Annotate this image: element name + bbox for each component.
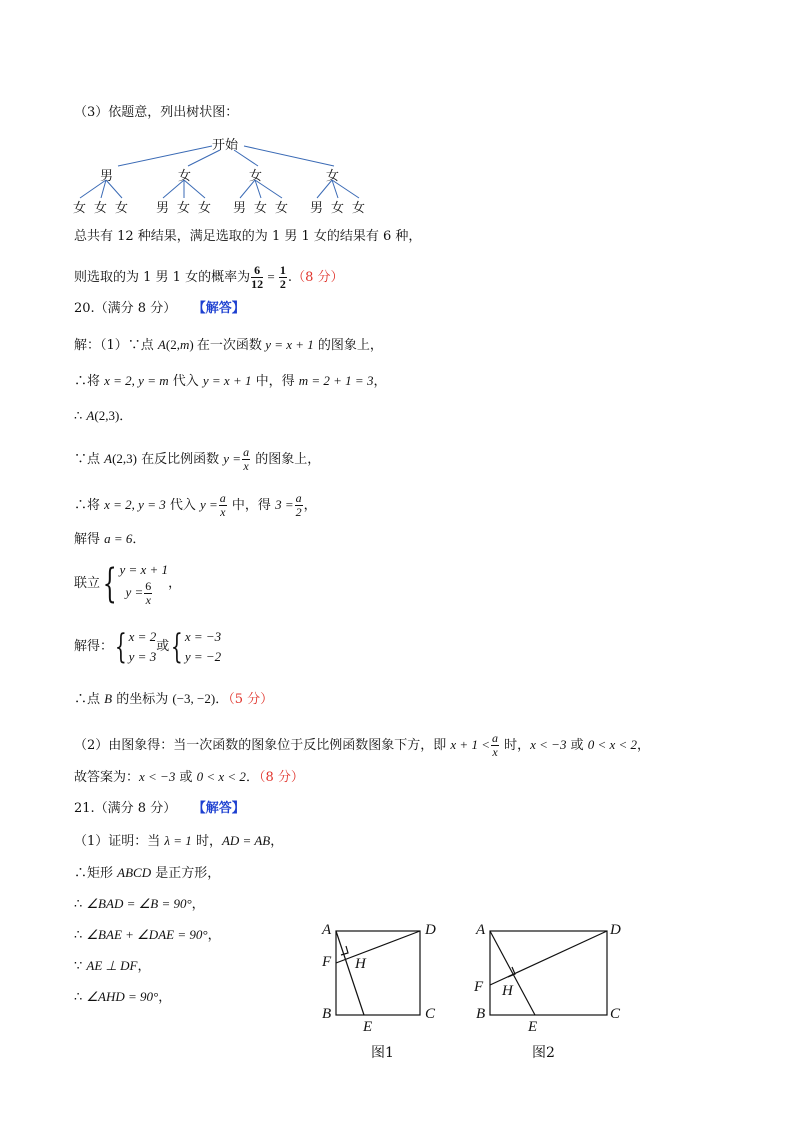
q20-line8-solution: 解得：{ x = 2 y = 3 或{ x = −3 y = −2 [74, 626, 222, 667]
q21-line3: ∴ ∠BAD = ∠B = 90°， [74, 896, 205, 912]
q21-heading: 21.（满分 8 分） 【解答】 [74, 801, 245, 816]
tree-l1-node: 女 [326, 169, 340, 184]
fig1-label-b: B [322, 1006, 332, 1022]
tree-l2-node: 女 [275, 201, 289, 216]
fig2-rectangle [490, 931, 607, 1015]
score: （8 分） [258, 770, 304, 785]
fig2-label-b: B [476, 1006, 486, 1022]
part3-probability: 则选取的为 1 男 1 女的概率为 $\frac{6}{12}$ = $\frac{1}{2}$ .（8 分） [74, 263, 344, 291]
solution-1: x = 2 y = 3 [128, 628, 157, 664]
q20-line1: 解：（1）∵点 A(2,m) 在一次函数 y = x + 1 的图象上， [74, 337, 383, 353]
q21-line4: ∴ ∠BAE + ∠DAE = 90°， [74, 927, 221, 943]
fig1-square [336, 931, 420, 1015]
tree-l2-node: 女 [331, 201, 345, 216]
tree-l2-node: 女 [115, 201, 129, 216]
fraction: $\frac{a}{2}$ [295, 491, 302, 519]
fig2-label-h: H [502, 983, 513, 999]
tree-root: 开始 [212, 138, 239, 153]
fig1-label-a: A [322, 922, 332, 938]
fig1-label-c: C [425, 1006, 436, 1022]
q20-line9: ∴点 B 的坐标为 (−3, −2)．（5 分） [74, 691, 274, 707]
fig1-caption: 图1 [371, 1045, 394, 1061]
q21-line2: ∴矩形 ABCD 是正方形， [74, 865, 221, 881]
q21-line1: （1）证明：当 λ = 1 时，AD = AB， [74, 833, 284, 849]
answer-tag: 【解答】 [192, 801, 245, 816]
q20-line5: ∴将 x = 2, y = 3 代入 y = $\frac{a}{x}$ 中，得 3 = $\frac{a}{2}$ ， [74, 491, 317, 519]
brace: { [114, 626, 127, 667]
fig2-label-a: A [476, 922, 486, 938]
tree-l2-node: 男 [310, 201, 324, 216]
fig1-label-e: E [363, 1019, 373, 1035]
tree-l2-node: 男 [156, 201, 170, 216]
q20-line10: （2）由图象得：当一次函数的图象位于反比例函数图象下方，即 x + 1 < $\frac{a}{x}$ 时，x < −3 或 0 < x < 2， [74, 731, 651, 759]
brace: { [102, 560, 117, 607]
fig2-label-f: F [474, 979, 484, 995]
tree-l2-node: 男 [233, 201, 247, 216]
fig2-segment-fd [490, 931, 607, 985]
fig2-segment-ae [490, 931, 535, 1015]
q20-line4: ∵点 A(2,3) 在反比例函数 y = $\frac{a}{x}$ 的图象上， [74, 445, 321, 473]
fig2-label-e: E [528, 1019, 538, 1035]
tree-l1-node: 女 [178, 169, 192, 184]
tree-l2-node: 女 [254, 201, 268, 216]
tree-l2-node: 女 [94, 201, 108, 216]
tree-l1-node: 女 [249, 169, 263, 184]
fraction: $\frac{a}{x}$ [243, 445, 250, 473]
fraction: $\frac{a}{x}$ [491, 731, 498, 759]
tree-l2-node: 女 [198, 201, 212, 216]
part3-total: 总共有 12 种结果，满足选取的为 1 男 1 女的结果有 6 种， [74, 229, 422, 244]
solution-2: x = −3 y = −2 [184, 628, 222, 664]
q20-heading: 20.（满分 8 分） 【解答】 [74, 301, 245, 316]
fig1-label-h: H [355, 956, 366, 972]
q20-line7-system: 联立{ y = x + 1 y = $\frac{6}{x}$ ， [74, 560, 182, 607]
fig2-label-c: C [610, 1006, 621, 1022]
figure-1 [336, 931, 420, 1015]
fraction: $\frac{a}{x}$ [219, 491, 226, 519]
tree-l2-node: 女 [352, 201, 366, 216]
fig1-segment-fd [336, 931, 420, 963]
figure-2 [490, 931, 607, 1015]
score: （5 分） [228, 692, 274, 707]
q20-line3: ∴ A(2,3)． [74, 408, 133, 424]
fig2-label-d: D [610, 922, 621, 938]
fraction: $\frac{6}{12}$ [251, 263, 264, 291]
tree-l2-node: 女 [177, 201, 191, 216]
fig2-caption: 图2 [532, 1045, 555, 1061]
answer-tag: 【解答】 [192, 301, 245, 316]
fraction: $\frac{6}{x}$ [145, 579, 152, 607]
tree-l1-node: 男 [100, 169, 114, 184]
q20-line2: ∴将 x = 2, y = m 代入 y = x + 1 中，得 m = 2 + 1 = 3， [74, 373, 387, 389]
score: （8 分） [292, 270, 344, 285]
brace: { [171, 626, 183, 667]
q21-line5: ∵ AE ⊥ DF， [74, 958, 151, 974]
tree-l2-node: 女 [73, 201, 87, 216]
q20-line11: 故答案为：x < −3 或 0 < x < 2．（8 分） [74, 769, 304, 785]
q21-line6: ∴ ∠AHD = 90°， [74, 989, 172, 1005]
fig1-label-f: F [322, 954, 332, 970]
fraction: $\frac{1}{2}$ [279, 263, 286, 291]
part3-intro: （3）依题意，列出树状图： [74, 105, 239, 120]
q20-line6: 解得 a = 6． [74, 531, 146, 547]
fig1-label-d: D [425, 922, 436, 938]
fig1-segment-ae [336, 931, 364, 1015]
equation-system: y = x + 1 y = $\frac{6}{x}$ [119, 562, 169, 607]
